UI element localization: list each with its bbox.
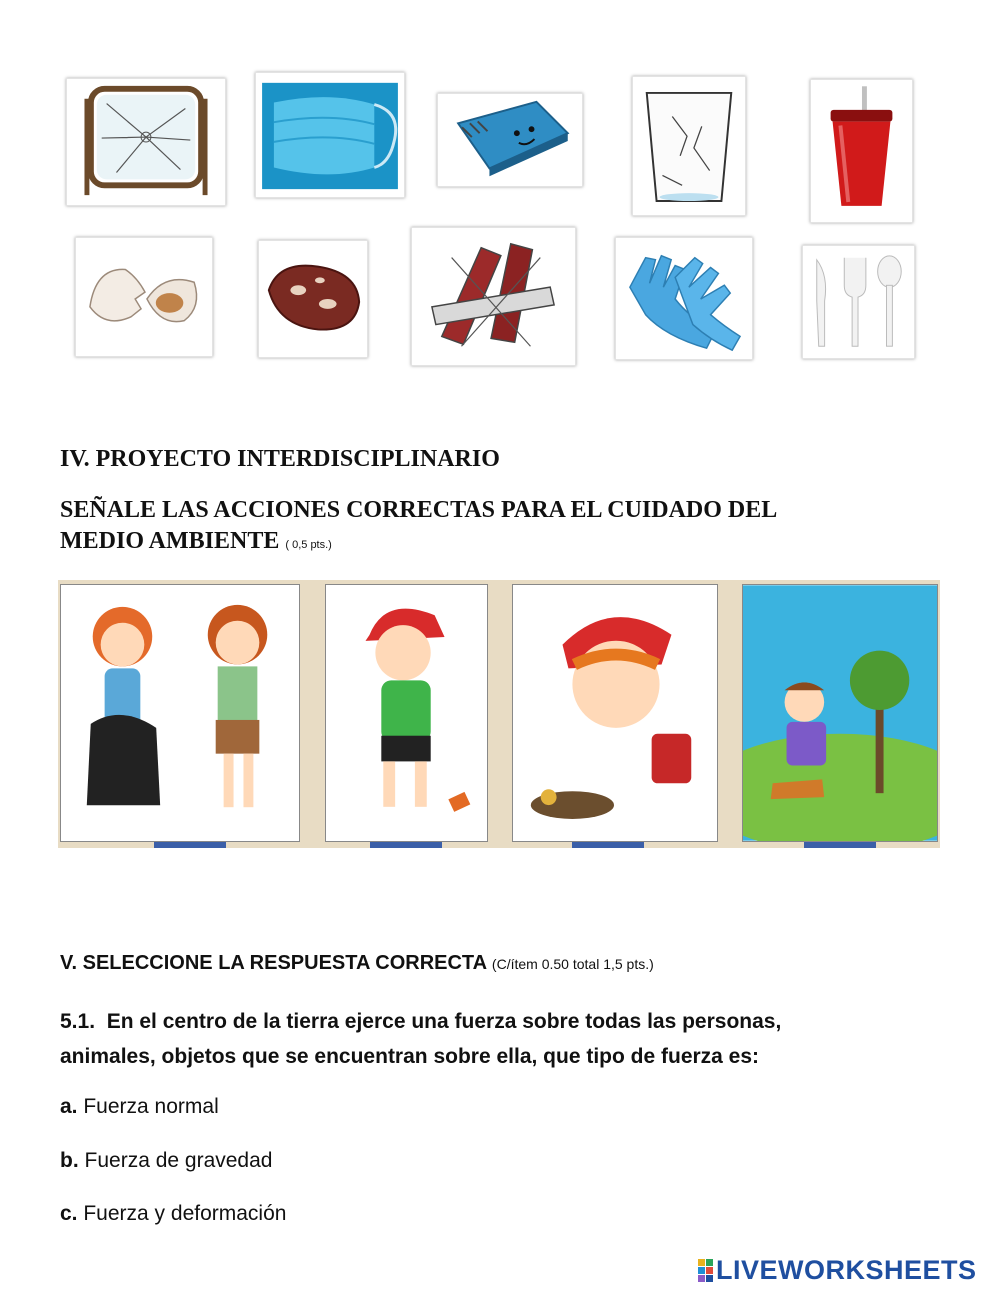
actions-image-strip — [58, 580, 940, 848]
boy-planting-tree-image — [743, 585, 937, 841]
answer-slot-1[interactable] — [154, 842, 226, 848]
instruction-line-2-text: MEDIO AMBIENTE — [60, 528, 280, 554]
item-eggshells-card[interactable] — [75, 237, 213, 357]
instruction-line-1: SEÑALE LAS ACCIONES CORRECTAS PARA EL CUIDADO DEL — [60, 497, 778, 523]
question-line-2: animales, objetos que se encuentran sobre ella, que tipo de fuerza es: — [60, 1045, 760, 1068]
item-broken-boards-card[interactable] — [411, 227, 576, 366]
section-v-points: (C/ítem 0.50 total 1,5 pts.) — [491, 956, 654, 972]
section-v-heading — [60, 952, 654, 975]
answer-slot-3[interactable] — [572, 842, 644, 848]
item-broken-glass-card[interactable] — [632, 76, 746, 216]
logo-mark-icon — [698, 1259, 713, 1282]
option-b-letter: b. — [60, 1149, 79, 1172]
boy-littering-image — [326, 585, 487, 841]
boy-stepping-trash-image — [513, 585, 717, 841]
broken-boards-icon — [412, 228, 575, 365]
instruction-line-2 — [60, 526, 777, 561]
broken-mirror-icon — [67, 79, 225, 205]
answer-slot-2[interactable] — [370, 842, 442, 848]
answer-slot-4[interactable] — [804, 842, 876, 848]
item-notebook-card[interactable] — [437, 93, 583, 187]
red-cup-icon — [811, 80, 912, 222]
item-meat-card[interactable] — [258, 240, 368, 358]
scene-littering[interactable] — [325, 584, 488, 842]
option-b-text: Fuerza de gravedad — [84, 1149, 273, 1172]
face-mask-icon — [256, 73, 404, 197]
option-c-text: Fuerza y deformación — [83, 1202, 287, 1225]
item-red-cup-card[interactable] — [810, 79, 913, 223]
scene-planting-tree[interactable] — [742, 584, 938, 842]
item-gloves-card[interactable] — [615, 237, 753, 360]
logo-text: LIVEWORKSHEETS — [716, 1254, 977, 1285]
item-broken-mirror-card[interactable] — [66, 78, 226, 206]
notebook-icon — [438, 94, 582, 186]
option-a[interactable] — [60, 1095, 219, 1119]
section-iv-points: ( 0,5 pts.) — [285, 539, 332, 551]
section-v-title: V. SELECCIONE LA RESPUESTA CORRECTA — [60, 952, 487, 974]
gloves-icon — [616, 238, 752, 359]
scene-collecting-trash[interactable] — [60, 584, 300, 842]
liveworksheets-logo — [698, 1255, 977, 1285]
question-line-1-text: En el centro de la tierra ejerce una fuerza sobre todas las personas, — [106, 1010, 782, 1033]
section-iv-title: IV. PROYECTO INTERDISCIPLINARIO — [60, 446, 500, 472]
eggshells-icon — [76, 238, 212, 356]
option-a-letter: a. — [60, 1095, 78, 1118]
option-c[interactable] — [60, 1202, 286, 1226]
scene-stepping-on-trash[interactable] — [512, 584, 718, 842]
item-face-mask-card[interactable] — [255, 72, 405, 198]
option-c-letter: c. — [60, 1202, 78, 1225]
option-b[interactable] — [60, 1149, 272, 1173]
kids-collecting-trash-image — [61, 585, 299, 841]
option-a-text: Fuerza normal — [77, 1095, 219, 1118]
question-line-1 — [60, 1004, 940, 1039]
plastic-cutlery-icon — [803, 246, 914, 358]
meat-icon — [259, 241, 367, 357]
question-5-1 — [60, 1004, 940, 1074]
section-iv-instruction — [60, 495, 777, 561]
question-number: 5.1. — [60, 1010, 96, 1033]
broken-glass-icon — [633, 77, 745, 215]
item-plastic-cutlery-card[interactable] — [802, 245, 915, 359]
